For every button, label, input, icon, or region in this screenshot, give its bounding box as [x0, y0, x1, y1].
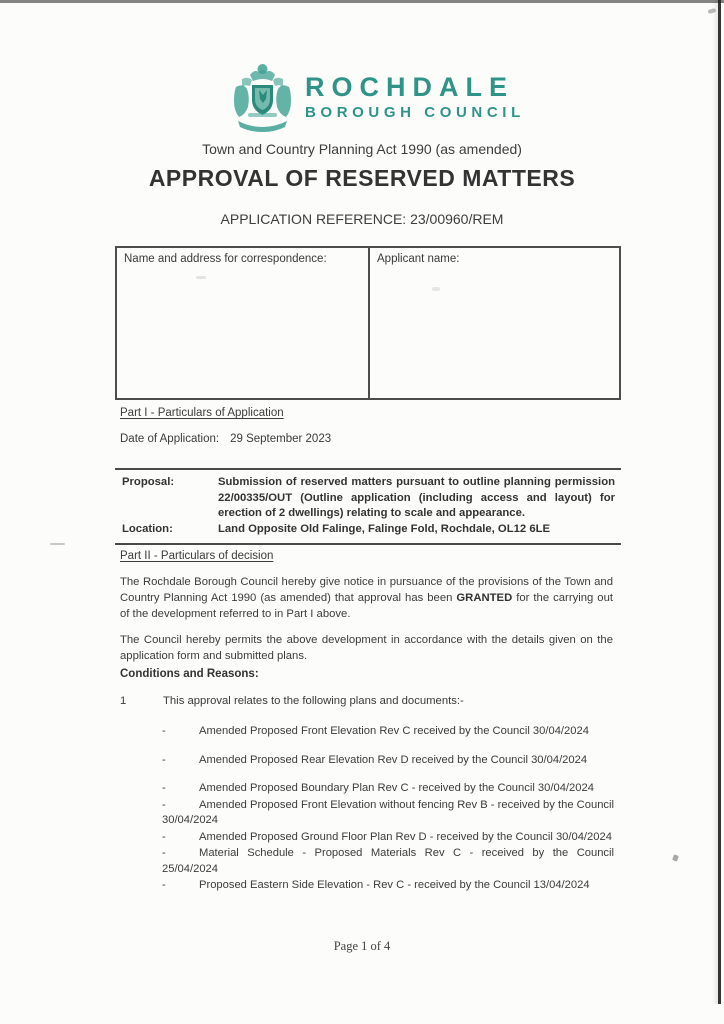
scan-edge-top	[0, 0, 724, 3]
proposal-value: Submission of reserved matters pursuant to outline planning permission 22/00335/OUT (Outline application (including access and layout) for erection of 2 dwellings) relating to scale and appearance.	[218, 476, 615, 519]
notice-text-after: for the carrying out of the development referred to in Part I above.	[120, 592, 613, 620]
council-logo	[228, 63, 525, 133]
council-logo-text	[305, 63, 525, 123]
document-entry: Material Schedule - Proposed Materials Rev C - received by the Council 25/04/2024	[162, 847, 614, 875]
act-line: Town and Country Planning Act 1990 (as amended)	[202, 141, 522, 157]
rochdale-borough-council-crest-icon	[228, 63, 297, 133]
document-title: APPROVAL OF RESERVED MATTERS	[148, 165, 576, 191]
proposal-label: Proposal:	[122, 476, 175, 488]
correspondence-cell	[117, 248, 370, 398]
permit-paragraph: The Council hereby permits the above development in accordance with the details given on the application form and submitted plans.	[120, 634, 613, 662]
application-reference: APPLICATION REFERENCE: 23/00960/REM	[220, 211, 504, 227]
document-entry: Proposed Eastern Side Elevation - Rev C - received by the Council 13/04/2024	[199, 879, 590, 891]
conditions-heading: Conditions and Reasons:	[120, 668, 259, 680]
page-number: Page 1 of 4	[333, 939, 391, 953]
date-value: 29 September 2023	[230, 433, 332, 445]
scan-speck	[672, 854, 679, 861]
dash-bullet: -	[162, 879, 166, 891]
dash-bullet: -	[162, 847, 166, 859]
condition-number: 1	[120, 695, 127, 707]
decision-notice-paragraph	[120, 574, 613, 622]
condition-1-row	[120, 695, 616, 707]
council-name: ROCHDALE	[305, 72, 514, 102]
document-entry: Amended Proposed Front Elevation Rev C received by the Council 30/04/2024	[199, 725, 589, 737]
date-of-application-row	[120, 433, 331, 445]
list-item	[162, 846, 614, 877]
applicant-label: Applicant name:	[377, 253, 460, 265]
location-value: Land Opposite Old Falinge, Falinge Fold, Rochdale, OL12 6LE	[218, 522, 551, 535]
dash-bullet: -	[162, 782, 166, 794]
date-label: Date of Application:	[120, 433, 220, 445]
document-entry: Amended Proposed Ground Floor Plan Rev D - received by the Council 30/04/2024	[199, 830, 612, 843]
list-item	[162, 830, 614, 846]
notice-text-before: The Rochdale Borough Council hereby give notice in pursuance of the provisions of the Town and Country Planning Act 1990 (as amended) that approval has been	[120, 576, 613, 604]
granted-status: GRANTED	[456, 592, 513, 604]
list-item	[162, 753, 614, 769]
location-label: Location:	[122, 522, 173, 535]
part2-heading	[120, 550, 273, 562]
scan-speck	[50, 543, 65, 545]
dash-bullet: -	[162, 725, 166, 737]
correspondence-table	[115, 246, 621, 400]
list-item	[162, 798, 614, 829]
dash-bullet: -	[162, 830, 166, 843]
applicant-cell	[370, 248, 619, 398]
document-entry: Amended Proposed Rear Elevation Rev D received by the Council 30/04/2024	[199, 753, 588, 766]
dash-bullet: -	[162, 753, 166, 766]
correspondence-label: Name and address for correspondence:	[124, 253, 327, 265]
part1-heading-text: Part I - Particulars of Application	[120, 407, 284, 419]
part1-heading	[120, 407, 284, 419]
proposal-location-block	[115, 468, 621, 545]
list-item	[162, 878, 614, 894]
list-item	[162, 781, 614, 797]
list-item	[162, 724, 614, 740]
part2-heading-text: Part II - Particulars of decision	[120, 550, 274, 562]
council-subname: BOROUGH COUNCIL	[305, 104, 525, 121]
document-entry: Amended Proposed Front Elevation without fencing Rev B - received by the Council 30/04/2024	[162, 798, 614, 826]
approved-documents-list	[162, 724, 614, 895]
dash-bullet: -	[162, 798, 166, 811]
document-entry: Amended Proposed Boundary Plan Rev C - received by the Council 30/04/2024	[199, 782, 594, 794]
condition-intro: This approval relates to the following plans and documents:-	[163, 695, 464, 707]
